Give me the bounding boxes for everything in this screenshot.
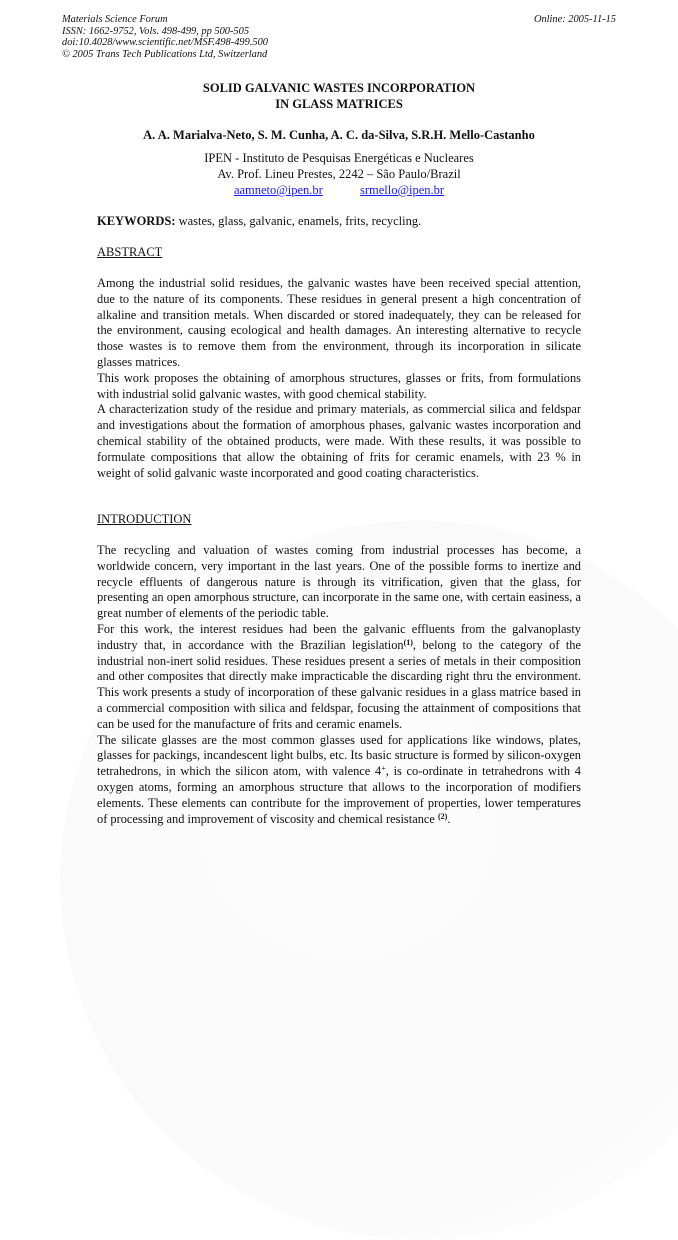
introduction-paragraph-1: The recycling and valuation of wastes coming from industrial processes has become, a worldwide concern, very important in the last years. One of the possible forms to inertize and recycle effluents of dangerous nature is through its vitrification, given that the glass, for presenting an open amorphous structure, can incorporate in the same one, with certain easiness, a great number of elements of the periodic table. (97, 543, 581, 621)
affiliation-line-2: Av. Prof. Lineu Prestes, 2242 – São Paulo/Brazil (217, 167, 461, 181)
journal-copyright: © 2005 Trans Tech Publications Ltd, Switzerland (62, 48, 268, 60)
abstract-paragraph-1: Among the industrial solid residues, the galvanic wastes have been received special attention, due to the nature of its components. These residues in general present a high concentration of alkaline and transition metals. When discarded or stored inadequately, they can be released for the environment, causing ecological and health damages. An interesting alternative to recycle those wastes is to remove them from the environment, through its incorporation in silicate glasses matrices. (97, 276, 581, 369)
journal-issn: ISSN: 1662-9752, Vols. 498-499, pp 500-505 (62, 25, 250, 37)
abstract-heading: ABSTRACT (97, 245, 163, 259)
paper-title (0, 80, 678, 112)
introduction-paragraph-2 (97, 622, 581, 733)
reference-1-marker: (1) (403, 637, 413, 647)
affiliation-line-1: IPEN - Instituto de Pesquisas Energéticas e Nucleares (204, 151, 474, 165)
intro-p3-text-b: , is co-ordinate in tetrahedrons with 4 oxygen atoms, forming an amorphous structure that allows to the incorporation of modifiers elements. These elements can contribute for the improvement of properties, lower temperatures of processing and improvement of viscosity and chemical resistance (97, 764, 581, 826)
intro-p2-text-b: , belong to the category of the industrial non-inert solid residues. These residues present a series of metals in their composition and other composites that directly make impracticable the discarding right thru the environment. This work presents a study of incorporation of these galvanic residues in a glass matrice based in a commercial composition with silica and feldspar, focusing the attainment of compositions that can be used for the manufacture of frits and ceramic enamels. (97, 637, 581, 731)
intro-p2-text-a: For this work, the interest residues had been the galvanic effluents from the galvanoplasty industry that, in accordance with the Brazilian legislation (97, 621, 581, 652)
introduction-paragraph-3 (97, 733, 581, 828)
email-links (0, 183, 678, 198)
reference-2-marker: (2) (438, 811, 448, 821)
title-line-1: SOLID GALVANIC WASTES INCORPORATION (202, 81, 476, 95)
intro-p3-text-c: . (447, 811, 451, 826)
email-link-1[interactable]: aamneto@ipen.br (233, 183, 323, 197)
valence-superscript: + (381, 764, 386, 774)
abstract-body (97, 276, 581, 481)
email-link-2[interactable]: srmello@ipen.br (359, 183, 445, 197)
journal-name: Materials Science Forum (62, 14, 168, 25)
keywords-label: KEYWORDS: (97, 214, 176, 228)
keywords (97, 214, 581, 229)
introduction-body (97, 543, 581, 827)
journal-doi: doi:10.4028/www.scientific.net/MSF.498-499.500 (62, 37, 268, 48)
introduction-heading: INTRODUCTION (97, 512, 192, 526)
affiliation (0, 150, 678, 182)
abstract-paragraph-2: This work proposes the obtaining of amorphous structures, glasses or frits, from formulations with industrial solid galvanic wastes, with good chemical stability. (97, 370, 581, 401)
online-date: Online: 2005-11-15 (533, 14, 616, 25)
title-line-2: IN GLASS MATRICES (275, 97, 403, 111)
journal-header (62, 14, 616, 60)
intro-p3-text-a: The silicate glasses are the most common glasses used for applications like windows, plates, glasses for packings, incandescent light bulbs, etc. Its basic structure is formed by silicon-oxygen tetrahedrons, in which the silicon atom, with valence 4 (97, 732, 581, 779)
author-list: A. A. Marialva-Neto, S. M. Cunha, A. C. da-Silva, S.R.H. Mello-Castanho (143, 128, 535, 142)
keywords-text: wastes, glass, galvanic, enamels, frits, recycling. (175, 214, 422, 228)
abstract-paragraph-3: A characterization study of the residue and primary materials, as commercial silica and feldspar and investigations about the formation of amorphous phases, galvanic wastes incorporation and chemical stability of the obtained products, were made. With these results, it was possible to formulate compositions that allow the obtaining of frits for ceramic enamels, with 23 % in weight of solid galvanic waste incorporated and good coating characteristics. (97, 402, 581, 480)
